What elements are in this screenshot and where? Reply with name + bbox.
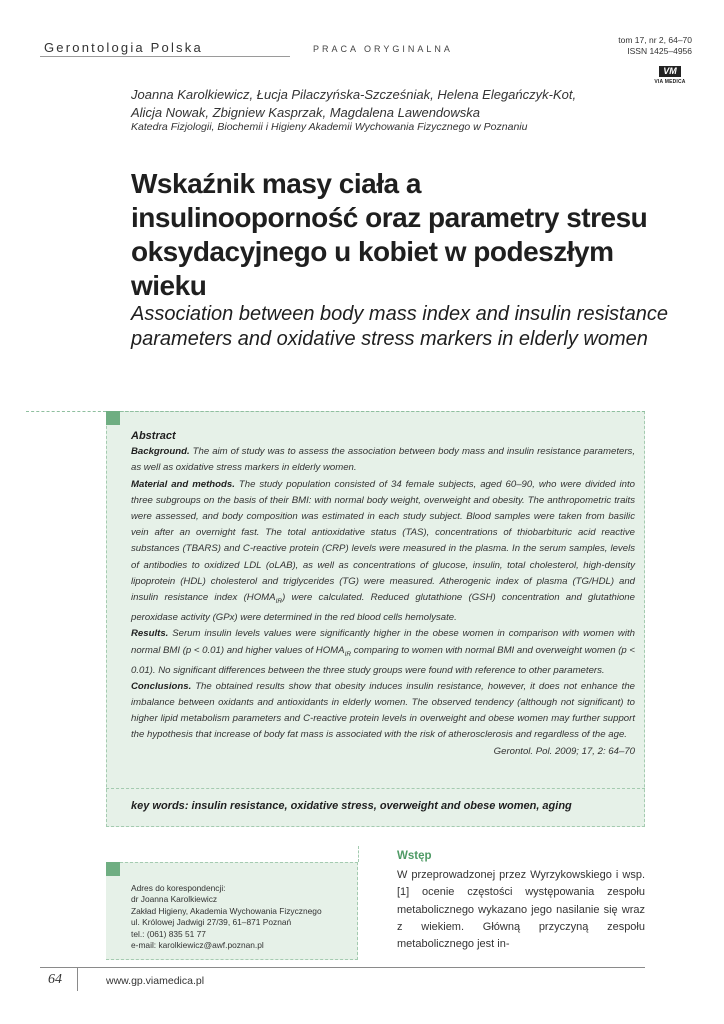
correspondence-leader-line [358,846,359,862]
abstract [131,428,635,760]
authors-line-2: Alicja Nowak, Zbigniew Kasprzak, Magdalena Lawendowska [131,104,481,120]
correspondence-corner-marker [106,862,120,876]
page-number: 64 [48,972,62,987]
corr-line-3: Zakład Higieny, Akademia Wychowania Fizycznego [131,905,322,916]
title-english: Association between body mass index and insulin resistance parameters and oxidative stress markers in elderly women [131,303,668,350]
results-subscript: IR [344,650,352,658]
methods-text-a: The study population consisted of 34 female subjects, aged 60–90, who were divided into three subgroups on the basis of their BMI: with normal body weight, overweight and obesity. The anthropometric traits were assessed, and body composition was estimated in each study subject. Blood samples were taken from basilic vein after an overnight fast. The total antioxidative status (TAS), concentrations of thiobarbituric acid reactive substances (TBARS) and C-reactive protein (CRP) levels were measured in the plasma. In the serum samples, levels of antibodies to oxidized LDL (oLAB), as well as concentrations of glucose, insulin, total cholesterol, high-density lipoprotein (HDL) cholesterol and triglycerides (TG) were measured. Atherogenic index of plasma (TG/HDL) and insulin resistance index (HOMA [131,478,635,604]
results-text-a: Serum insulin levels values were significantly higher in the obese women in comparison with women with normal BMI (p < 0.01) and higher values of HOMA [131,628,635,656]
methods-subscript: IR [275,597,283,605]
results-text-b: comparing to women with normal BMI and overweight women (p < 0.01). No significant differences between the three study groups were found with reference to other parameters. [131,644,636,676]
abstract-box-top-border [120,411,645,412]
article-type: PRACA ORYGINALNA [313,44,453,54]
publisher-logo [648,61,692,86]
abstract-background [131,444,635,476]
intro-heading: Wstęp [397,850,432,862]
keywords-label: key words [131,800,185,812]
journal-name: Gerontologia Polska [44,40,203,55]
volume-info [560,35,692,57]
title-polish: Wskaźnik masy ciała a insulinooporność oraz parametry stresu oksydacyjnego u kobiet w podeszłym wieku [131,168,648,301]
issn: ISSN 1425–4956 [627,46,692,56]
corr-line-2: dr Joanna Karolkiewicz [131,894,218,905]
intro-text: W przeprowadzonej przez Wyrzykowskiego i wsp. [1] ocenie częstości występowania zespołu metabolicznego wykazano jego nasilanie się wraz z wiekiem. Główną przyczyną zespołu metabolicznego jest in- [397,869,645,951]
corr-line-4: ul. Królowej Jadwigi 27/39, 61–871 Poznań [131,917,292,928]
abstract-corner-marker [106,411,120,425]
publisher-name: VIA MEDICA [654,79,686,85]
keywords-separator [106,788,645,789]
abstract-conclusions [131,679,635,744]
abstract-leader-dash [26,411,106,412]
affiliation: Katedra Fizjologii, Biochemii i Higieny Akademii Wychowania Fizycznego w Poznaniu [131,121,528,133]
methods-label: Material and methods. [131,478,235,490]
results-label: Results. [131,628,169,640]
via-medica-logo-icon: VM [659,66,681,77]
journal-url[interactable]: www.gp.viamedica.pl [106,975,205,987]
abstract-results [131,626,635,679]
conclusions-label: Conclusions. [131,680,192,692]
authors-line-1: Joanna Karolkiewicz, Łucja Pilaczyńska-Szcześniak, Helena Elegańczyk-Kot, [131,87,577,102]
abstract-heading: Abstract [131,430,176,442]
header-rule [40,56,290,57]
footer-rule [40,967,645,968]
keywords [131,800,641,812]
footer-divider [77,967,78,991]
volume-issue: tom 17, nr 2, 64–70 [618,35,692,45]
methods-text-b: ) were calculated. Reduced glutathione (GSH) concentration and glutathione peroxidase activity (GPx) were determined in the red blood cells hemolysate. [131,592,635,624]
corr-line-5: tel.: (061) 835 51 77 [131,928,206,939]
correspondence-box-top-border [120,862,358,863]
correspondence-address [131,883,353,951]
corr-line-1: Adres do korespondencji: [131,883,226,893]
abstract-methods [131,477,635,627]
keywords-text: : insulin resistance, oxidative stress, overweight and obese women, aging [184,800,572,812]
background-text: The aim of study was to assess the association between body mass and insulin resistance parameters, as well as oxidative stress markers in elderly women. [131,446,635,474]
corr-line-6: e-mail: karolkiewicz@awf.poznan.pl [131,940,264,951]
citation: Gerontol. Pol. 2009; 17, 2: 64–70 [493,745,635,757]
conclusions-text: The obtained results show that obesity induces insulin resistance, however, it does not enhance the imbalance between oxidants and antioxidants in elderly women. The observed tendency (although not significant) to higher lipid metabolism parameters and C-reactive protein levels in overweight and obese women may further support the hypothesis that increase of body fat mass is associated with the risk of atherosclerosis and regardless of the age. [131,680,635,741]
background-label: Background. [131,446,190,458]
author-list [131,86,671,121]
